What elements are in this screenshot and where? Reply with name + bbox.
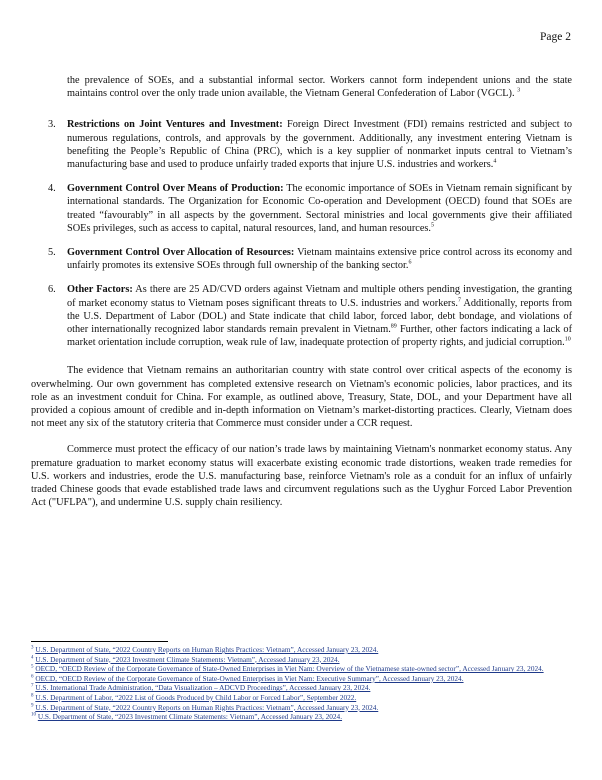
footnote (31, 674, 572, 684)
footnote-ref: 89 (390, 323, 397, 330)
footnote (31, 664, 572, 674)
list-item-heading: Other Factors: (67, 284, 133, 296)
footnote (31, 712, 572, 722)
footnote-link[interactable]: U.S. Department of State, “2023 Investment Climate Statements: Vietnam”, Accessed January 23, 2024. (35, 654, 340, 664)
list-item-number: 6. (48, 284, 56, 296)
intro-text: the prevalence of SOEs, and a substantial informal sector. Workers cannot form independent unions and the state maintains control over the only trade union available, the Vietnam General Confederation of Labor (VGCL). (67, 75, 572, 100)
footnote-number: 7 (31, 683, 34, 689)
footnote-link[interactable]: OECD, “OECD Review of the Corporate Governance of State-Owned Enterprises in Viet Nam: Executive Summary”, Accessed January 23, 2024. (35, 673, 464, 683)
footnote-number: 9 (31, 703, 34, 709)
list-item-text: As there are 25 AD/CVD orders against Vietnam and multiple others pending investigation, the granting of market economy status to Vietnam poses significant threats to U.S. industries and workers. (67, 284, 572, 309)
list-item-heading: Restrictions on Joint Ventures and Investment: (67, 119, 283, 131)
footnote (31, 683, 572, 693)
footnote-ref: 7 (457, 297, 461, 304)
list-item-text: Further, other factors indicating a lack of market orientation include corruption, weak rule of law, inadequate protection of property rights, and judicial corruption. (67, 324, 573, 349)
list-item-number: 5. (48, 247, 56, 259)
footnote-link[interactable]: OECD, “OECD Review of the Corporate Governance of State-Owned Enterprises in Viet Nam: Overview of the Vietnamese state-owned sector”, Accessed January 23, 2024. (35, 664, 544, 674)
page-number: Page 2 (540, 31, 571, 43)
list-item-heading: Government Control Over Allocation of Resources: (67, 247, 295, 259)
footnote-link[interactable]: U.S. Department of Labor, “2022 List of Goods Produced by Child Labor or Forced Labor”, September 2022. (35, 692, 357, 702)
intro-paragraph (67, 74, 572, 100)
footnote-number: 6 (31, 674, 34, 680)
list-item-text: Additionally, reports from the U.S. Department of Labor (DOL) and State indicate that child labor, forced labor, debt bondage, and violations of other internationally recognized labor standards remain prevalent in Vietnam. (67, 297, 572, 336)
footnote-link[interactable]: U.S. Department of State, “2023 Investment Climate Statements: Vietnam”, Accessed January 23, 2024. (37, 712, 343, 722)
list-item-text: Vietnam maintains extensive price control across its economy and unfairly promotes its extensive SOEs through full ownership of the banking sector. (67, 247, 572, 272)
list-item (31, 118, 572, 171)
list-item-text: Foreign Direct Investment (FDI) remains restricted and subject to numerous regulations, controls, and approvals by the government. Additionally, any investment entering Vietnam is benefiting the People’s Republic of China (PRC), which is a key supplier of nonmarket inputs central to Vietnam’s manufacturing base and used to produce unfairly traded exports that injure U.S. industries and workers. (67, 119, 572, 171)
footnote-divider (31, 641, 168, 642)
footnote-number: 5 (31, 664, 34, 670)
list-item-number: 3. (48, 119, 56, 131)
document-body (31, 74, 572, 509)
footnote (31, 655, 572, 665)
list-item (31, 246, 572, 272)
list-item-heading: Government Control Over Means of Production: (67, 183, 284, 195)
footnote-ref: 6 (408, 259, 412, 266)
list-item (31, 283, 572, 349)
footnote-link[interactable]: U.S. Department of State, “2022 Country Reports on Human Rights Practices: Vietnam”, Accessed January 23, 2024. (35, 645, 379, 654)
criteria-list (31, 118, 572, 349)
footnote-number: 3 (31, 645, 34, 651)
footnote-ref: 10 (564, 336, 571, 343)
body-paragraph: The evidence that Vietnam remains an authoritarian country with state control over critical aspects of the economy is overwhelming. Our own government has completed extensive research on Vietnam's economic policies, labor practices, and its role as an investment conduit for China. For example, as outlined above, Treasury, State, DOL, and your Department have all provided a copious amount of credible and in-depth information on Vietnam’s market-distorting practices. Clearly, Vietnam does not meet any six of the statutory criteria that Commerce must consider under a CCR request. (31, 365, 572, 430)
list-item-text: The economic importance of SOEs in Vietnam remain significant by international standards. The Organization for Economic Co-operation and Development (OECD) found that SOEs are treated “favourably” in all aspects by the government. Sectoral ministries and local governments give their affiliated SOEs privileges, such as access to capital, natural resources, land, and human resources. (67, 183, 572, 234)
footnote-link[interactable]: U.S. International Trade Administration, “Data Visualization – ADCVD Proceedings”, Accessed January 23, 2024. (35, 683, 371, 693)
footnote-number: 10 (31, 712, 36, 718)
footnote-number: 4 (31, 655, 34, 661)
footnotes (31, 645, 572, 722)
footnote (31, 703, 572, 713)
footnote (31, 693, 572, 703)
footnote (31, 645, 572, 655)
footnote-ref: 4 (493, 158, 497, 165)
footnote-number: 8 (31, 693, 34, 699)
footnote-ref: 5 (431, 222, 434, 229)
footnote-ref: 3 (517, 87, 521, 94)
list-item-number: 4. (48, 183, 56, 195)
list-item (31, 182, 572, 235)
footnote-link[interactable]: U.S. Department of State, “2022 Country Reports on Human Rights Practices: Vietnam”, Accessed January 23, 2024. (35, 702, 379, 712)
body-paragraph: Commerce must protect the efficacy of our nation’s trade laws by maintaining Vietnam's nonmarket economy status. Any premature graduation to market economy status will exacerbate existing economic trade distortions, weaken trade remedies for U.S. workers and industries, erode the U.S. manufacturing base, reinforce Vietnam's role as a conduit for an influx of unfairly traded Chinese goods that evade established trade laws and circumvent regulations such as the Uyghur Forced Labor Prevention Act ("UFLPA"), and undermine U.S. supply chain resiliency. (31, 444, 572, 509)
